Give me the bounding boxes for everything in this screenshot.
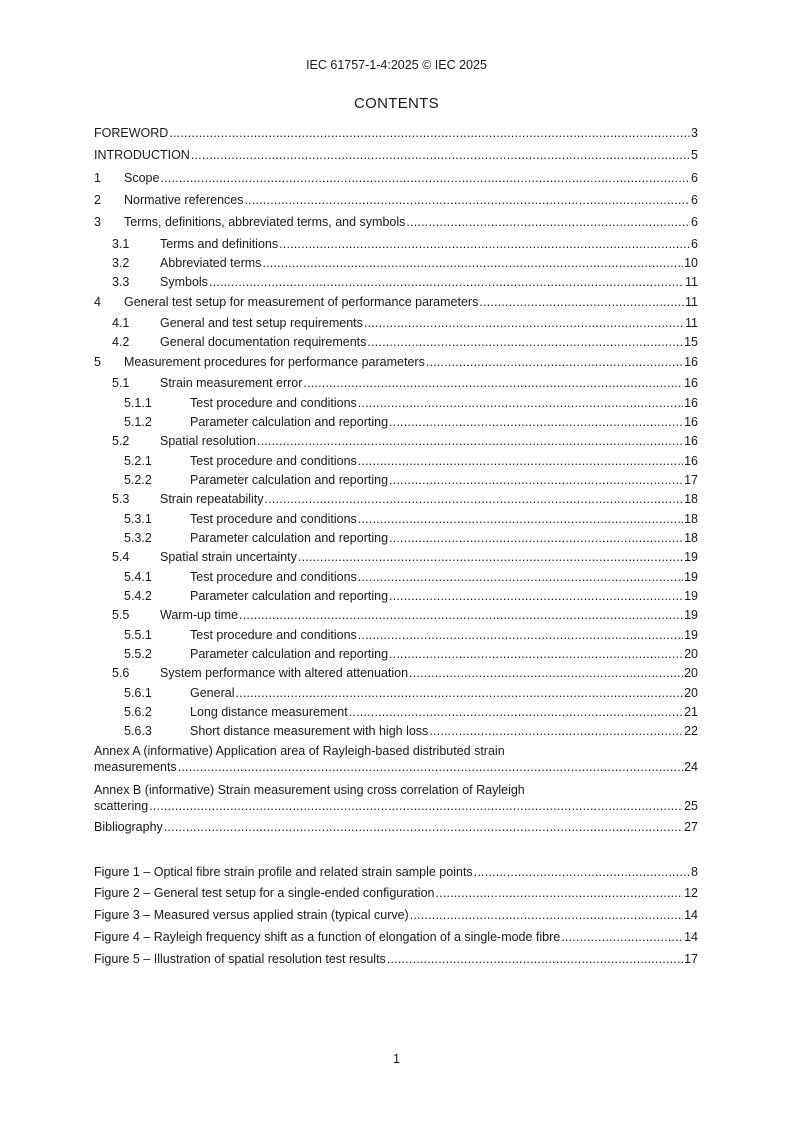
annex-title-continuation [94, 798, 698, 814]
annex-title-line: measurements [94, 760, 177, 774]
toc-entry-label: FOREWORD [94, 126, 169, 140]
toc-entry[interactable] [94, 236, 698, 252]
toc-entry[interactable] [94, 294, 698, 310]
toc-entry-label: Parameter calculation and reporting [190, 415, 389, 429]
dot-leader [235, 685, 683, 701]
figure-page: 12 [684, 886, 698, 900]
toc-entry-number: 5.3.2 [124, 531, 152, 545]
toc-entry[interactable] [94, 665, 698, 681]
toc-entry-page: 20 [684, 686, 698, 700]
annex-entry[interactable] [94, 743, 698, 775]
figure-label: Figure 2 – General test setup for a single-ended configuration [94, 886, 435, 900]
dot-leader [479, 294, 684, 310]
toc-entry[interactable] [94, 627, 698, 643]
toc-entry-label: Terms, definitions, abbreviated terms, and symbols [124, 215, 406, 229]
toc-entry-number: 5.6.1 [124, 686, 152, 700]
toc-entry-page: 20 [684, 647, 698, 661]
toc-entry-number: 5.2 [112, 434, 130, 448]
toc-entry-page: 6 [691, 215, 698, 229]
toc-entry-label: General test setup for measurement of performance parameters [124, 295, 479, 309]
annex-page: 24 [684, 760, 698, 774]
toc-entry[interactable] [94, 433, 698, 449]
toc-entry[interactable] [94, 170, 698, 186]
dot-leader [178, 759, 683, 775]
toc-entry-page: 10 [684, 256, 698, 270]
toc-entry-number: 5.5.1 [124, 628, 152, 642]
toc-entry-label: Spatial resolution [160, 434, 256, 448]
dot-leader [561, 929, 683, 945]
dot-leader [245, 192, 691, 208]
toc-entry-label: General documentation requirements [160, 335, 367, 349]
figure-page: 14 [684, 930, 698, 944]
dot-leader [410, 907, 683, 923]
dot-leader [389, 472, 683, 488]
dot-leader [426, 354, 683, 370]
toc-entry-number: 4.1 [112, 316, 130, 330]
toc-entry[interactable] [94, 125, 698, 141]
toc-entry-page: 6 [691, 193, 698, 207]
dot-leader [239, 607, 683, 623]
dot-leader [474, 864, 690, 880]
toc-entry-number: 1 [94, 171, 101, 185]
toc-entry-label: Spatial strain uncertainty [160, 550, 297, 564]
toc-entry-number: 3.2 [112, 256, 130, 270]
toc-entry[interactable] [94, 685, 698, 701]
dot-leader [358, 511, 683, 527]
toc-entry-number: 5.6.2 [124, 705, 152, 719]
dot-leader [406, 214, 690, 230]
toc-entry-label: Test procedure and conditions [190, 396, 357, 410]
toc-entry-number: 5.4 [112, 550, 130, 564]
toc-entry-label: Long distance measurement [190, 705, 348, 719]
dot-leader [262, 255, 683, 271]
toc-entry[interactable] [94, 704, 698, 720]
figure-page: 17 [684, 952, 698, 966]
toc-entry-page: 3 [691, 126, 698, 140]
dot-leader [349, 704, 683, 720]
toc-entry[interactable] [94, 414, 698, 430]
toc-entry[interactable] [94, 569, 698, 585]
dot-leader [358, 569, 683, 585]
toc-entry-number: 5.1.2 [124, 415, 152, 429]
toc-entry[interactable] [94, 472, 698, 488]
dot-leader [191, 147, 690, 163]
toc-entry-page: 22 [684, 724, 698, 738]
toc-entry-page: 19 [684, 608, 698, 622]
annex-page: 25 [684, 799, 698, 813]
toc-entry-label: Terms and definitions [160, 237, 279, 251]
toc-entry-number: 3 [94, 215, 101, 229]
dot-leader [265, 491, 684, 507]
dot-leader [358, 627, 683, 643]
dot-leader [364, 315, 684, 331]
toc-entry-page: 16 [684, 434, 698, 448]
toc-entry[interactable] [94, 530, 698, 546]
toc-entry-number: 4.2 [112, 335, 130, 349]
toc-entry-number: 5.3 [112, 492, 130, 506]
toc-entry-label: Bibliography [94, 820, 163, 834]
toc-entry-label: Warm-up time [160, 608, 239, 622]
figure-label: Figure 5 – Illustration of spatial resolution test results [94, 952, 386, 966]
toc-entry-page: 18 [684, 531, 698, 545]
toc-entry-label: Strain measurement error [160, 376, 303, 390]
toc-entry[interactable] [94, 491, 698, 507]
toc-entry-label: Test procedure and conditions [190, 454, 357, 468]
figure-list-entry[interactable] [94, 864, 698, 880]
figure-label: Figure 1 – Optical fibre strain profile and related strain sample points [94, 865, 473, 879]
toc-entry[interactable] [94, 334, 698, 350]
dot-leader [367, 334, 683, 350]
toc-entry-page: 6 [691, 171, 698, 185]
toc-entry-page: 16 [684, 454, 698, 468]
toc-entry[interactable] [94, 315, 698, 331]
toc-entry[interactable] [94, 274, 698, 290]
toc-entry[interactable] [94, 549, 698, 565]
dot-leader [389, 530, 683, 546]
toc-entry-label: System performance with altered attenuation [160, 666, 409, 680]
toc-entry-page: 15 [684, 335, 698, 349]
toc-entry-number: 5 [94, 355, 101, 369]
annex-title-line: scattering [94, 799, 149, 813]
toc-entry[interactable] [94, 375, 698, 391]
dot-leader [389, 646, 683, 662]
figure-list-entry[interactable] [94, 907, 698, 923]
toc-entry-label: Symbols [160, 275, 208, 289]
figure-page: 8 [691, 865, 698, 879]
dot-leader [389, 588, 683, 604]
toc-entry[interactable] [94, 607, 698, 623]
toc-entry-label: General [190, 686, 235, 700]
toc-entry-page: 11 [685, 275, 698, 289]
figure-page: 14 [684, 908, 698, 922]
dot-leader [279, 236, 690, 252]
toc-entry-number: 5.4.1 [124, 570, 152, 584]
toc-entry-label: Measurement procedures for performance parameters [124, 355, 425, 369]
toc-entry-label: Short distance measurement with high loss [190, 724, 429, 738]
toc-entry-label: Strain repeatability [160, 492, 264, 506]
dot-leader [387, 951, 683, 967]
toc-entry-page: 16 [684, 376, 698, 390]
toc-entry-number: 5.4.2 [124, 589, 152, 603]
toc-entry-page: 20 [684, 666, 698, 680]
toc-entry-page: 19 [684, 628, 698, 642]
toc-entry-label: Parameter calculation and reporting [190, 531, 389, 545]
toc-entry-number: 5.6.3 [124, 724, 152, 738]
toc-entry-number: 5.1.1 [124, 396, 152, 410]
toc-entry[interactable] [94, 511, 698, 527]
toc-entry-label: Normative references [124, 193, 244, 207]
toc-entry-label: Scope [124, 171, 160, 185]
dot-leader [429, 723, 683, 739]
toc-entry-number: 3.3 [112, 275, 130, 289]
dot-leader [436, 885, 684, 901]
toc-entry-page: 11 [685, 316, 698, 330]
toc-entry-label: Abbreviated terms [160, 256, 262, 270]
toc-entry-label: Test procedure and conditions [190, 512, 357, 526]
toc-entry-page: 19 [684, 570, 698, 584]
toc-entry-page: 16 [684, 415, 698, 429]
page-number: 1 [393, 1052, 400, 1066]
toc-entry-page: 18 [684, 512, 698, 526]
toc-entry-number: 5.5 [112, 608, 130, 622]
toc-entry-label: General and test setup requirements [160, 316, 363, 330]
toc-entry-number: 5.3.1 [124, 512, 152, 526]
toc-entry[interactable] [94, 354, 698, 370]
figure-label: Figure 3 – Measured versus applied strain (typical curve) [94, 908, 409, 922]
toc-entry-bibliography[interactable] [94, 819, 698, 835]
toc-entry-number: 5.5.2 [124, 647, 152, 661]
annex-title-line: Annex B (informative) Strain measurement using cross correlation of Rayleigh [94, 783, 525, 797]
annex-title-continuation [94, 759, 698, 775]
toc-entry[interactable] [94, 395, 698, 411]
toc-entry[interactable] [94, 723, 698, 739]
toc-entry-label: Test procedure and conditions [190, 570, 357, 584]
toc-entry-page: 16 [684, 355, 698, 369]
toc-entry-number: 5.6 [112, 666, 130, 680]
toc-entry-page: 21 [684, 705, 698, 719]
toc-entry-number: 5.2.2 [124, 473, 152, 487]
toc-entry-page: 5 [691, 148, 698, 162]
annex-entry[interactable] [94, 782, 698, 814]
toc-entry-label: Parameter calculation and reporting [190, 647, 389, 661]
toc-entry[interactable] [94, 147, 698, 163]
toc-entry[interactable] [94, 214, 698, 230]
toc-entry[interactable] [94, 192, 698, 208]
toc-entry[interactable] [94, 646, 698, 662]
toc-entry-page: 19 [684, 550, 698, 564]
dot-leader [209, 274, 684, 290]
toc-entry-page: 18 [684, 492, 698, 506]
toc-entry[interactable] [94, 453, 698, 469]
toc-entry-page: 19 [684, 589, 698, 603]
toc-entry-label: Test procedure and conditions [190, 628, 357, 642]
toc-entry-page: 16 [684, 396, 698, 410]
toc-entry-page: 11 [685, 295, 698, 309]
contents-title: CONTENTS [354, 95, 439, 112]
figure-label: Figure 4 – Rayleigh frequency shift as a function of elongation of a single-mode fibre [94, 930, 561, 944]
document-header: IEC 61757-1-4:2025 © IEC 2025 [306, 58, 487, 72]
dot-leader [169, 125, 690, 141]
dot-leader [257, 433, 683, 449]
toc-entry-label: Parameter calculation and reporting [190, 589, 389, 603]
dot-leader [298, 549, 683, 565]
toc-entry-page: 6 [691, 237, 698, 251]
toc-entry-number: 4 [94, 295, 101, 309]
dot-leader [389, 414, 683, 430]
toc-entry-number: 2 [94, 193, 101, 207]
figure-list-entry[interactable] [94, 929, 698, 945]
toc-entry-label: Parameter calculation and reporting [190, 473, 389, 487]
toc-entry-label: INTRODUCTION [94, 148, 190, 162]
dot-leader [303, 375, 683, 391]
dot-leader [149, 798, 683, 814]
toc-entry-page: 27 [684, 820, 698, 834]
annex-title-line: Annex A (informative) Application area of Rayleigh-based distributed strain [94, 744, 505, 758]
toc-entry-number: 5.2.1 [124, 454, 152, 468]
toc-entry[interactable] [94, 588, 698, 604]
dot-leader [358, 453, 683, 469]
toc-entry-number: 3.1 [112, 237, 130, 251]
dot-leader [160, 170, 690, 186]
toc-entry-number: 5.1 [112, 376, 130, 390]
figure-list-entry[interactable] [94, 951, 698, 967]
toc-entry[interactable] [94, 255, 698, 271]
dot-leader [409, 665, 683, 681]
toc-entry-page: 17 [684, 473, 698, 487]
dot-leader [358, 395, 683, 411]
figure-list-entry[interactable] [94, 885, 698, 901]
dot-leader [164, 819, 683, 835]
